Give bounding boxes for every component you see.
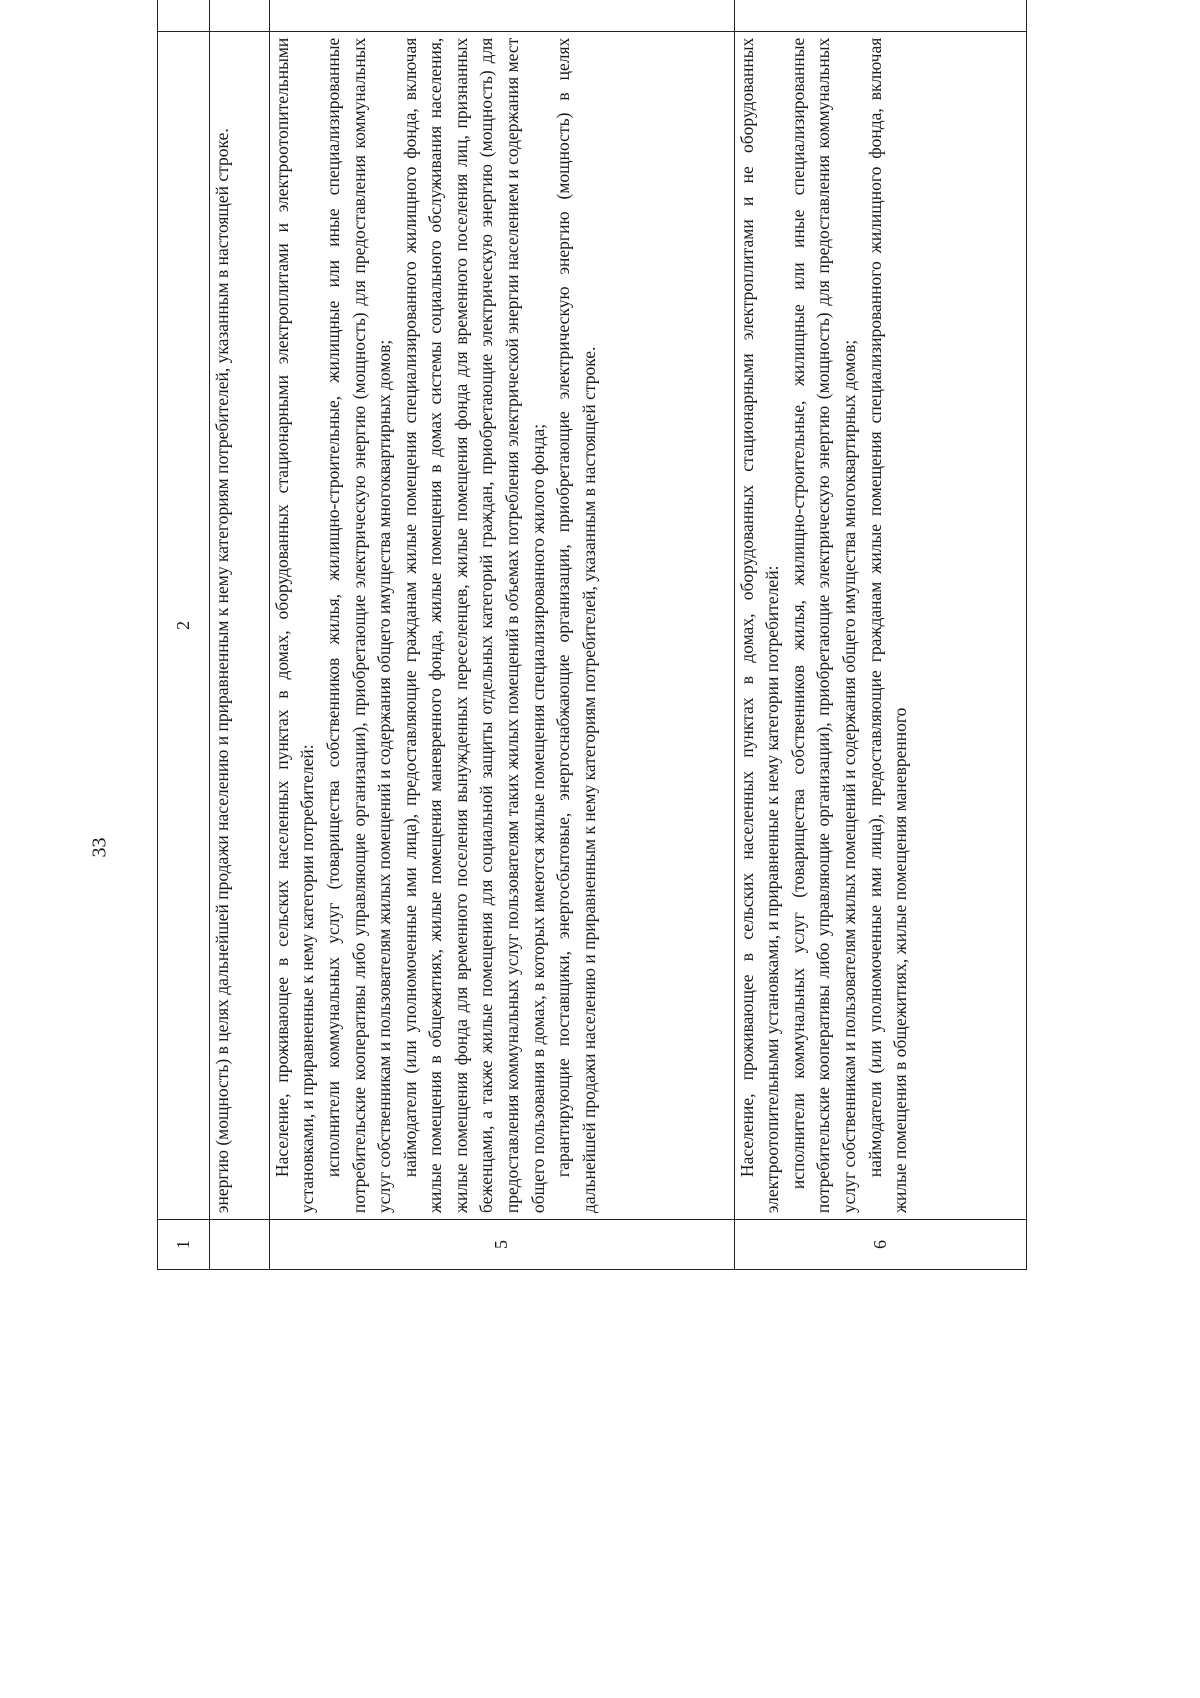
row-value — [735, 0, 1026, 31]
header-col-1: 1 — [158, 1219, 209, 1269]
row-paragraph: энергию (мощность) в целях дальнейшей продажи населению и приравненным к нему категориям потребителей, указанным в настоящей строке. — [211, 128, 232, 1214]
row-text — [210, 31, 269, 1219]
row-paragraph: Население, проживающее в сельских населенных пунктах в домах, оборудованных стационарными электроплитами и электроотопительными установками, и приравненные к нему категории потребителей: — [271, 37, 318, 1214]
row-paragraph: исполнители коммунальных услуг (товарищества собственников жилья, жилищно-строительные, жилищные или иные специализированные потребительские кооперативы либо управляющие организации), приобретающие электрическую энергию (мощность) для предоставления коммунальных услуг собственникам и пользователям жилых помещений и содержания общего имущества многоквартирных домов; — [787, 37, 860, 1214]
row-text — [735, 31, 1026, 1219]
row-paragraph: гарантирующие поставщики, энергосбытовые, энергоснабжающие организации, приобретающие электрическую энергию (мощность) в целях дальнейшей продажи населению и приравненным к нему категориям потребителей, указанным в настоящей строке. — [553, 37, 599, 1214]
header-col-2: 2 — [158, 31, 209, 1219]
row-number: 5 — [270, 1219, 734, 1269]
row-paragraph: Население, проживающее в сельских населенных пунктах в домах, оборудованных стационарными электроплитами и не оборудованных электроотопительными установками, и приравненные к нему категории потребителей: — [736, 37, 783, 1214]
row-value — [210, 0, 269, 31]
table-header-row — [158, 0, 210, 1269]
row-text — [270, 31, 734, 1219]
table-row — [270, 0, 735, 1269]
row-paragraph: исполнители коммунальных услуг (товарищества собственников жилья, жилищно-строительные, жилищные или иные специализированные потребительские кооперативы либо управляющие организации), приобретающие электрическую энергию (мощность) для предоставления коммунальных услуг собственникам и пользователям жилых помещений и содержания общего имущества многоквартирных домов; — [322, 37, 395, 1214]
page-number: 33 — [88, 837, 111, 858]
header-col-3 — [158, 0, 209, 31]
row-number — [210, 1219, 269, 1269]
table-row-continuation — [210, 0, 270, 1269]
row-value — [270, 0, 734, 31]
tariff-table — [157, 0, 1027, 1270]
table-row — [735, 0, 1026, 1269]
row-number: 6 — [735, 1219, 1026, 1269]
row-paragraph: наймодатели (или уполномоченные ими лица), предоставляющие гражданам жилые помещения специализированного жилищного фонда, включая жилые помещения в общежитиях, жилые помещения маневренного — [864, 37, 911, 1214]
row-paragraph: наймодатели (или уполномоченные ими лица), предоставляющие гражданам жилые помещения специализированного жилищного фонда, включая жилые помещения в общежитиях, жилые помещения маневренного фонда, жилые помещения в домах системы социального обслуживания населения, жилые помещения фонда для временного поселения вынужденных переселенцев, жилые помещения фонда для временного поселения лиц, признанных беженцами, а также жилые помещения для социальной защиты отдельных категорий граждан, приобретающие электрическую энергию (мощность) для предоставления коммунальных услуг пользователям таких жилых помещений в объемах потребления электрической энергии населением и содержания мест общего пользования в домах, в которых имеются жилые помещения специализированного жилого фонда; — [399, 37, 548, 1214]
